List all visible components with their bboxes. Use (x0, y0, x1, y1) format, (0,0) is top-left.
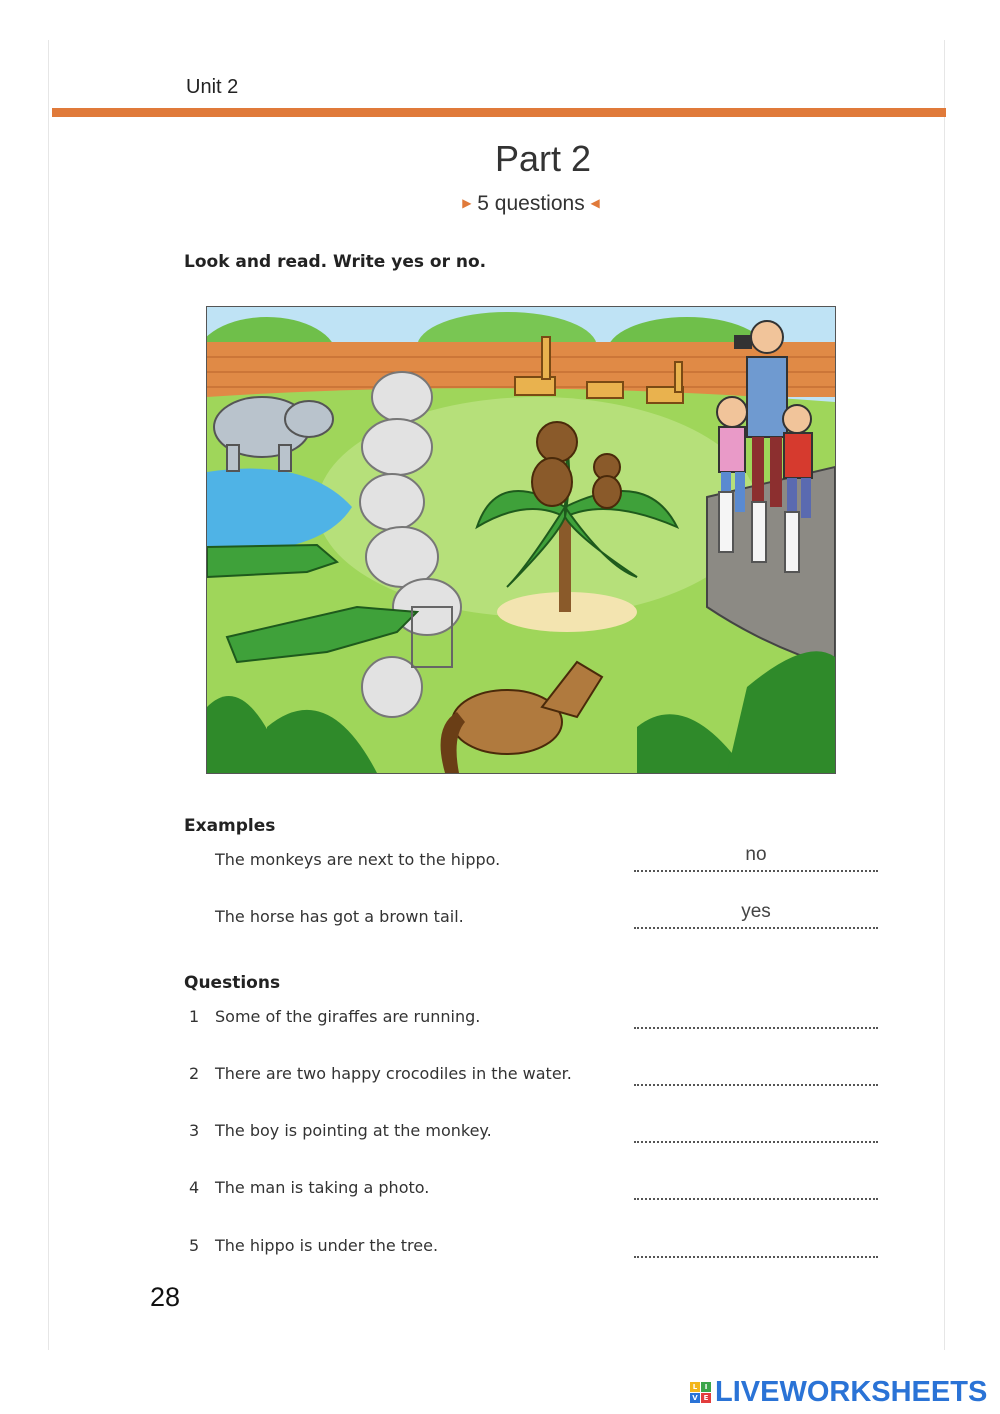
instruction: Look and read. Write yes or no. (184, 252, 487, 272)
part-subtitle (0, 192, 1000, 216)
brand-mark-icon: L I V E (690, 1382, 711, 1403)
answer-input[interactable] (634, 1184, 878, 1200)
question-number: 4 (189, 1178, 200, 1197)
liveworksheets-logo[interactable] (690, 1376, 987, 1409)
question-text: There are two happy crocodiles in the water. (215, 1064, 572, 1083)
unit-label: Unit 2 (186, 76, 239, 98)
questions-heading: Questions (184, 973, 281, 993)
example-text: The monkeys are next to the hippo. (215, 850, 501, 869)
question-row (184, 1007, 884, 1037)
answer-blank (634, 901, 878, 929)
right-triangle-icon: ▶ (462, 196, 472, 210)
page-number: 28 (150, 1282, 181, 1312)
question-number: 1 (189, 1007, 200, 1026)
question-number: 2 (189, 1064, 200, 1083)
answer-blank (634, 844, 878, 872)
question-number: 5 (189, 1236, 200, 1255)
page-edge (48, 40, 49, 1350)
question-text: The man is taking a photo. (215, 1178, 430, 1197)
question-row (184, 1178, 884, 1208)
question-text: Some of the giraffes are running. (215, 1007, 481, 1026)
left-triangle-icon: ◀ (590, 196, 600, 210)
example-text: The horse has got a brown tail. (215, 907, 464, 926)
zoo-illustration (206, 306, 836, 774)
example-answer: yes (741, 901, 771, 922)
answer-input[interactable] (634, 1242, 878, 1258)
question-row (184, 1236, 884, 1266)
question-count: 5 questions (477, 192, 585, 215)
answer-input[interactable] (634, 1070, 878, 1086)
examples-heading: Examples (184, 816, 276, 836)
brand-name: LIVEWORKSHEETS (715, 1376, 988, 1408)
question-number: 3 (189, 1121, 200, 1140)
question-row (184, 1064, 884, 1094)
example-row (184, 901, 884, 937)
answer-input[interactable] (634, 1127, 878, 1143)
answer-input[interactable] (634, 1013, 878, 1029)
question-row (184, 1121, 884, 1151)
example-row (184, 844, 884, 880)
example-answer: no (745, 844, 767, 865)
question-text: The hippo is under the tree. (215, 1236, 439, 1255)
header-rule (52, 108, 946, 117)
question-text: The boy is pointing at the monkey. (215, 1121, 492, 1140)
page-edge (944, 40, 945, 1350)
part-title: Part 2 (494, 138, 592, 179)
